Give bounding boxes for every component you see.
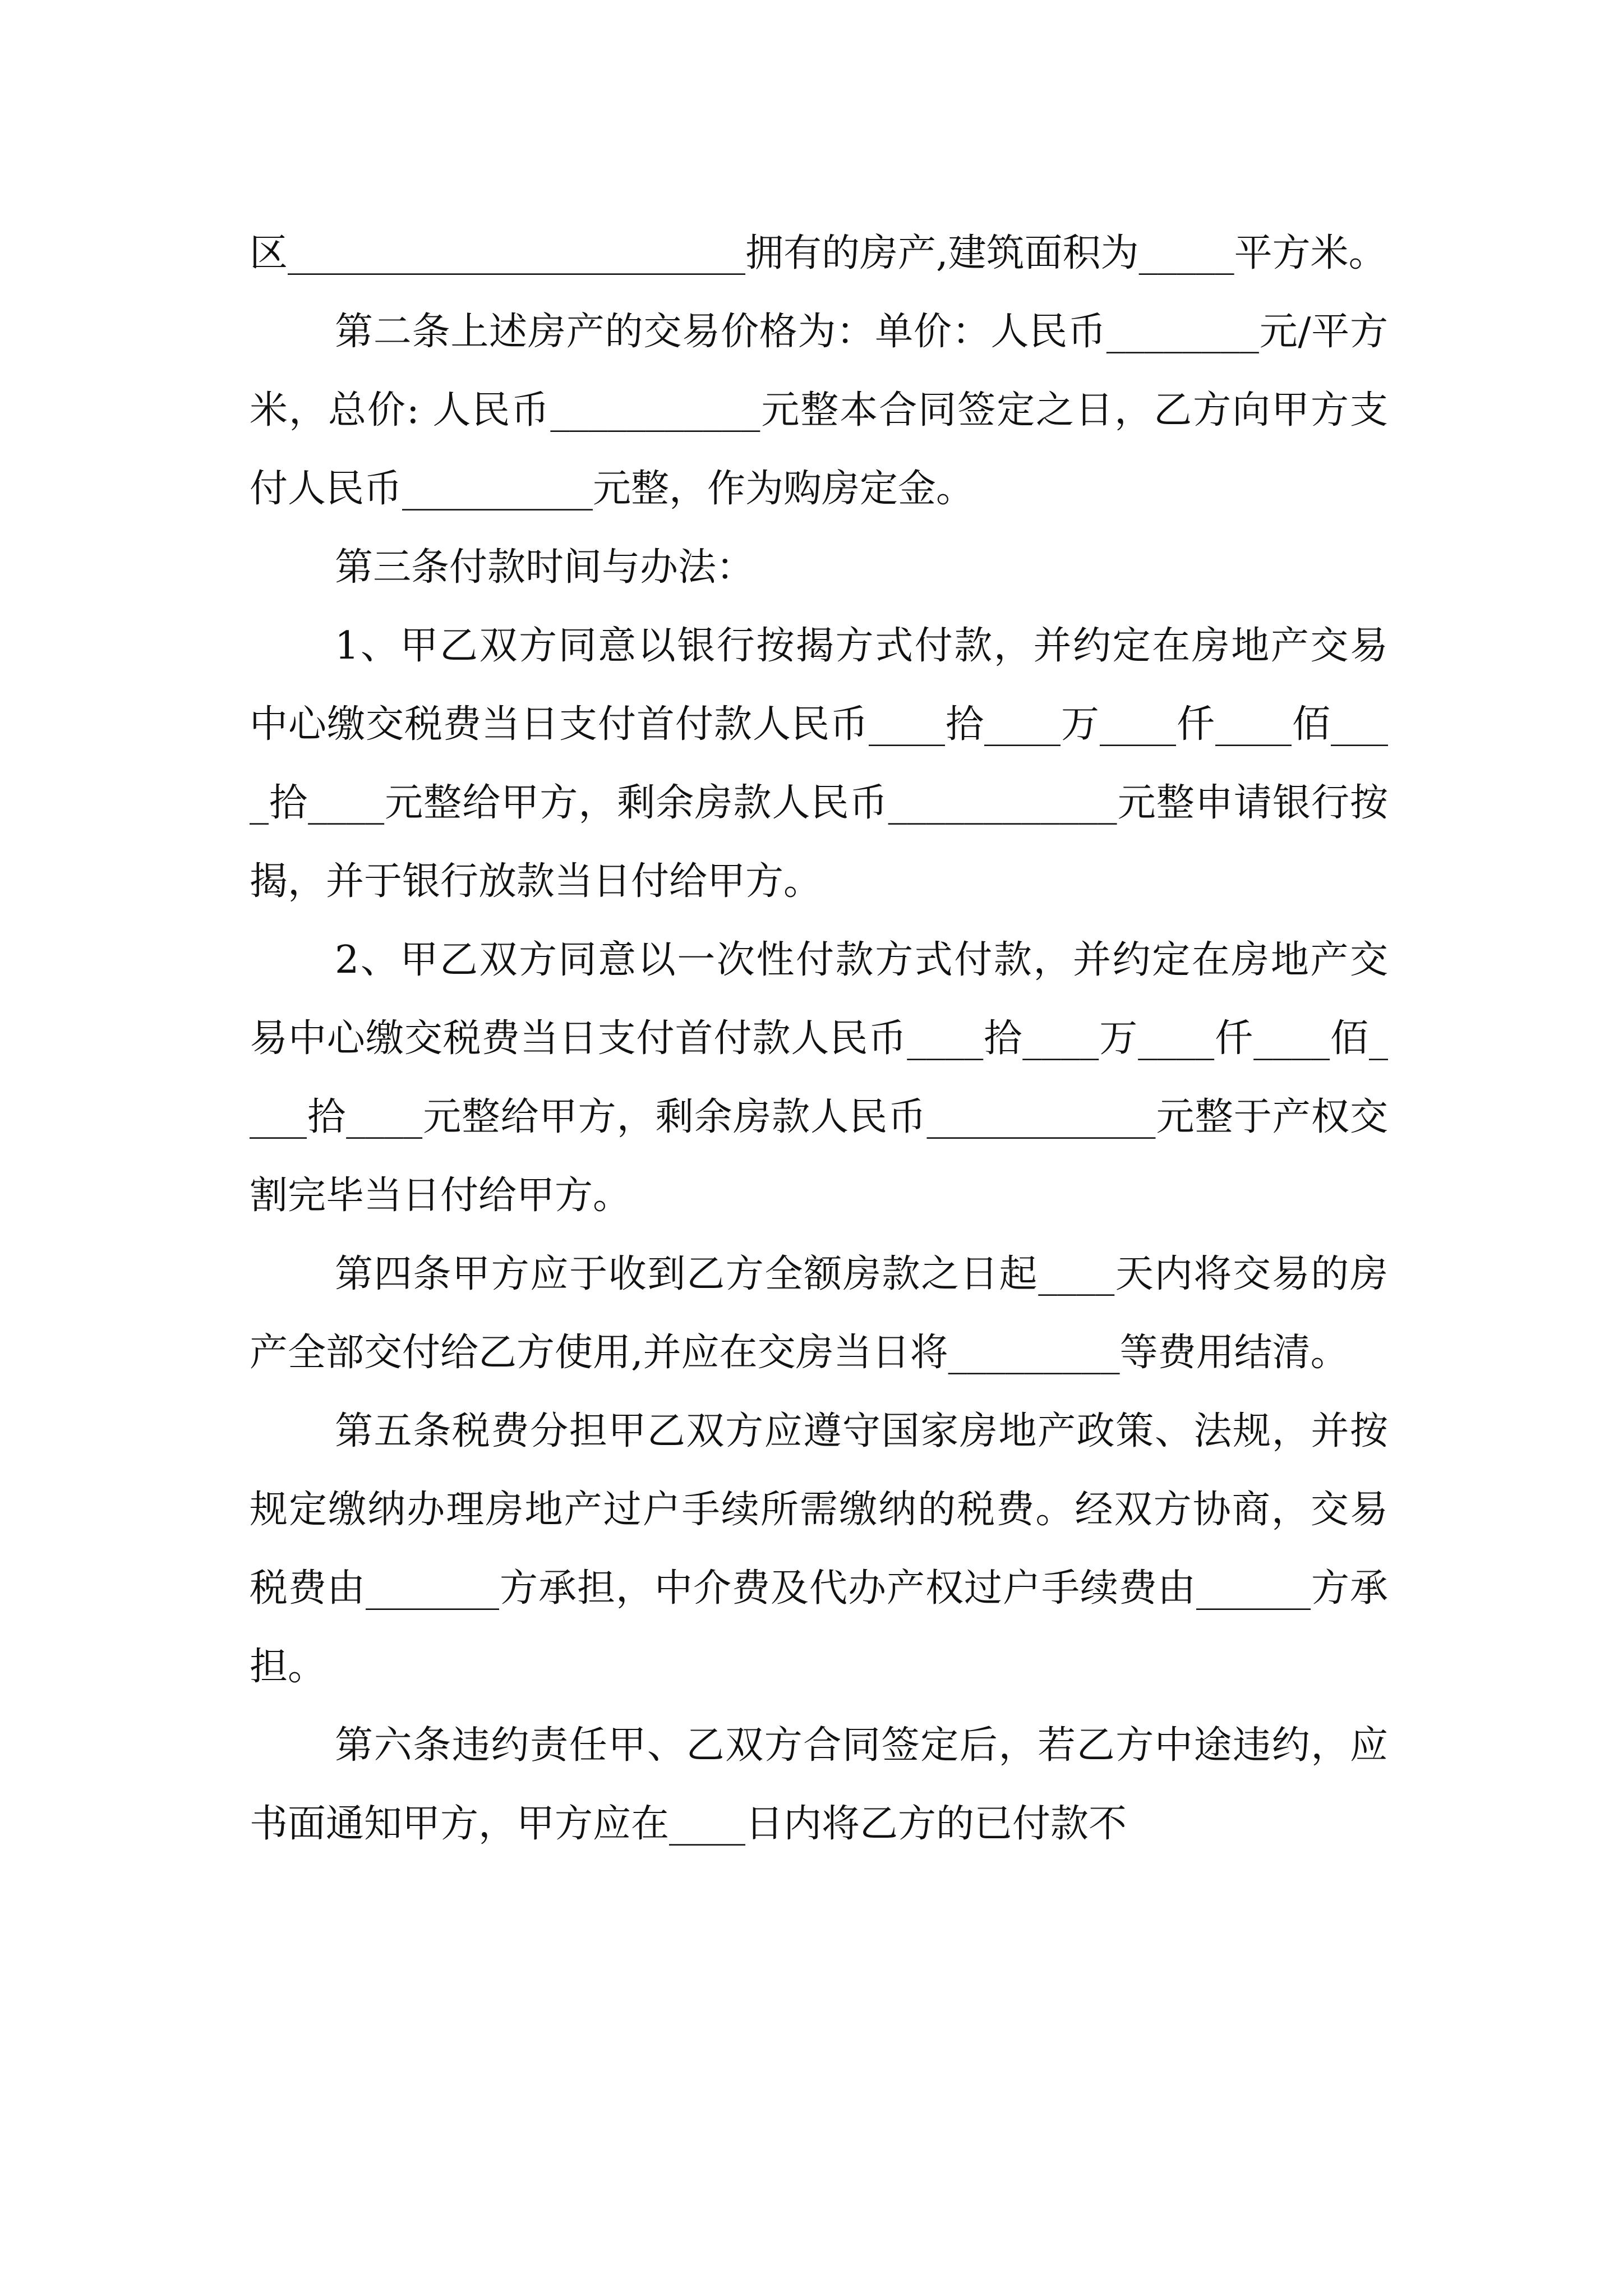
paragraph-property-area — [250, 214, 1388, 293]
paragraph-article-5-taxes — [250, 1392, 1388, 1706]
paragraph-text: 1、甲乙双方同意以银行按揭方式付款，并约定在房地产交易中心缴交税费当日支付首付款人民币____拾____万____仟____佰____拾____元整给甲方，剩余房款人民币____________元整申请银行按揭，并于银行放款当日付给甲方。 — [250, 624, 1388, 904]
paragraph-text: 第四条甲方应于收到乙方全额房款之日起____天内将交易的房产全部交付给乙方使用,并应在交房当日将_________等费用结清。 — [250, 1252, 1388, 1375]
paragraph-text: 区________________________拥有的房产,建筑面积为_____平方米。 — [250, 231, 1387, 275]
paragraph-text: 第二条上述房产的交易价格为：单价：人民币________元/平方米，总价: 人民币___________元整本合同签定之日，乙方向甲方支付人民币__________元整，作为购房定金。 — [250, 310, 1388, 511]
paragraph-text: 第六条违约责任甲、乙双方合同签定后，若乙方中途违约，应书面通知甲方，甲方应在____日内将乙方的已付款不 — [250, 1723, 1388, 1846]
paragraph-article-3-heading — [250, 528, 1388, 607]
paragraph-article-2-price — [250, 293, 1388, 528]
paragraph-payment-mortgage — [250, 607, 1388, 921]
paragraph-article-6-breach — [250, 1706, 1388, 1864]
paragraph-payment-lump-sum — [250, 921, 1388, 1235]
paragraph-article-4-delivery — [250, 1235, 1388, 1392]
contract-body — [250, 214, 1388, 1864]
paragraph-text: 第五条税费分担甲乙双方应遵守国家房地产政策、法规，并按规定缴纳办理房地产过户手续所需缴纳的税费。经双方协商，交易税费由_______方承担，中介费及代办产权过户手续费由______方承担。 — [250, 1409, 1388, 1689]
paragraph-text: 2、甲乙双方同意以一次性付款方式付款，并约定在房地产交易中心缴交税费当日支付首付款人民币____拾____万____仟____佰____拾____元整给甲方，剩余房款人民币____________元整于产权交割完毕当日付给甲方。 — [250, 938, 1388, 1218]
paragraph-text: 第三条付款时间与办法： — [335, 545, 755, 590]
